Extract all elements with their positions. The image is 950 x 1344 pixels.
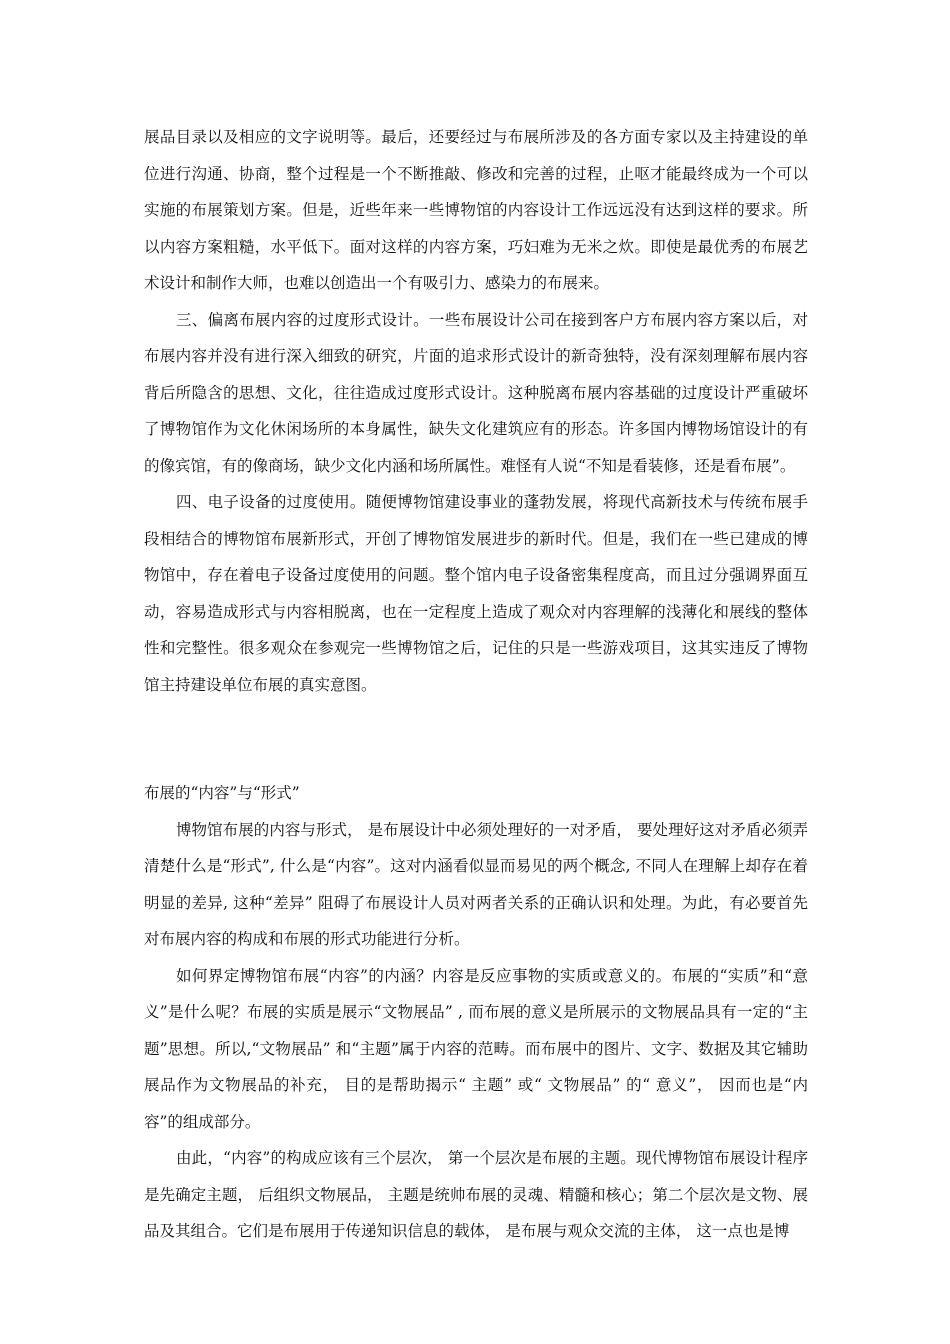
- text-block-bottom: [144, 775, 808, 1250]
- paragraph-four-electronic-devices: 四、电子设备的过度使用。随便博物馆建设事业的蓬勃发展，将现代高新技术与传统布展手段相结合的博物馆布展新形式，开创了博物馆发展进步的新时代。但是，我们在一些已建成的博物馆中，存在着电子设备过度使用的问题。整个馆内电子设备密集程度高，而且过分强调界面互动，容易造成形式与内容相脱离，也在一定程度上造成了观众对内容理解的浅薄化和展线的整体性和完整性。很多观众在参观完一些博物馆之后，记住的只是一些游戏项目，这其实违反了博物馆主持建设单位布展的真实意图。: [144, 493, 808, 694]
- paragraph-three-form-design: 三、偏离布展内容的过度形式设计。一些布展设计公司在接到客户方布展内容方案以后，对布展内容并没有进行深入细致的研究，片面的追求形式设计的新奇独特，没有深刻理解布展内容背后所隐含的思想、文化，往往造成过度形式设计。这种脱离布展内容基础的过度设计严重破坏了博物馆作为文化休闲场所的本身属性，缺失文化建筑应有的形态。许多国内博物场馆设计的有的像宾馆，有的像商场，缺少文化内涵和场所属性。难怪有人说“不知是看装修，还是看布展”。: [144, 310, 808, 475]
- paragraph-content-levels: 由此，“内容”的构成应该有三个层次， 第一个层次是布展的主题。现代博物馆布展设计程序是先确定主题， 后组织文物展品， 主题是统帅布展的灵魂、精髓和核心；第二个层次是文物、展品及其组合。它们是布展用于传递知识信息的载体， 是布展与观众交流的主体， 这一点也是博: [144, 1149, 808, 1240]
- paragraph-content-and-form: 博物馆布展的内容与形式， 是布展设计中必须处理好的一对矛盾， 要处理好这对矛盾必须弄清楚什么是“形式”, 什么是“内容”。这对内涵看似显而易见的两个概念, 不同人在理解上却存在着明显的差异, 这种“差异” 阻碍了布展设计人员对两者关系的正确认识和处理。为此，有必要首先对布展内容的构成和布展的形式功能进行分析。: [144, 820, 808, 948]
- text-block-top: [144, 119, 808, 703]
- paragraph-define-content: 如何界定博物馆布展“内容”的内涵？内容是反应事物的实质或意义的。布展的“实质”和“意义”是什么呢？布展的实质是展示“文物展品” , 而布展的意义是所展示的文物展品具有一定的“主题”思想。所以,“文物展品” 和“主题”属于内容的范畴。而布展中的图片、文字、数据及其它辅助展品作为文物展品的补充， 目的是帮助揭示“ 主题” 或“ 文物展品” 的“ 意义”， 因而也是“内容”的组成部分。: [144, 966, 808, 1131]
- section-heading: 布展的“内容”与“形式”: [144, 784, 300, 802]
- paragraph-continuation: 展品目录以及相应的文字说明等。最后，还要经过与布展所涉及的各方面专家以及主持建设的单位进行沟通、协商，整个过程是一个不断推敲、修改和完善的过程，止呕才能最终成为一个可以实施的布展策划方案。但是，近些年来一些博物馆的内容设计工作远远没有达到这样的要求。所以内容方案粗糙，水平低下。面对这样的内容方案，巧妇难为无米之炊。即使是最优秀的布展艺术设计和制作大师，也难以创造出一个有吸引力、感染力的布展来。: [144, 128, 808, 292]
